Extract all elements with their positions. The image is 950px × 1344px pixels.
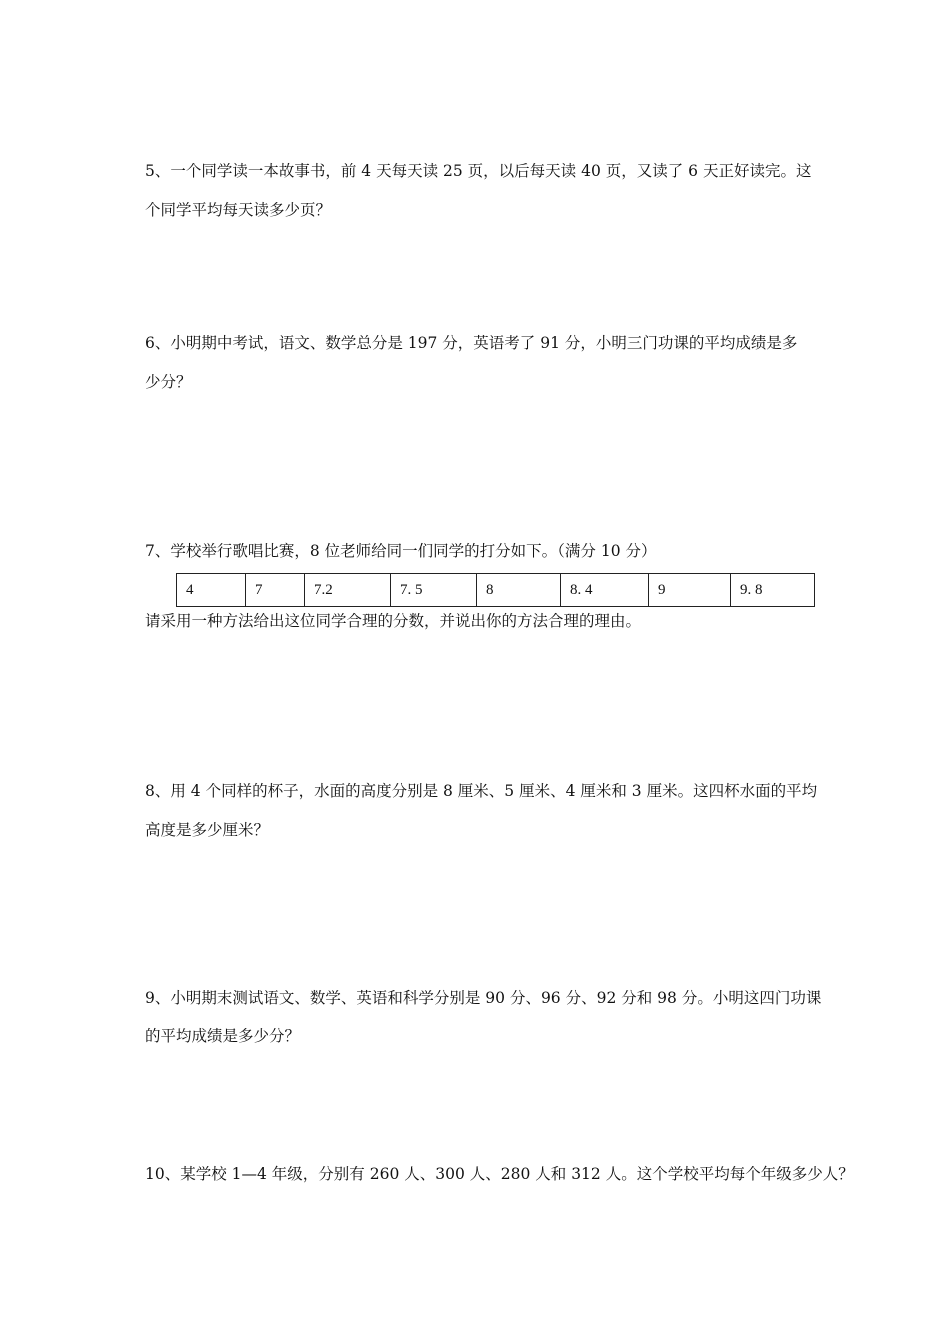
table-row	[177, 574, 815, 607]
question-9-line-2: 的平均成绩是多少分？	[145, 1027, 301, 1045]
question-6-line-1: 6、小明期中考试，语文、数学总分是 197 分，英语考了 91 分，小明三门功课的平均成绩是多	[145, 334, 798, 352]
question-9-line-1: 9、小明期末测试语文、数学、英语和科学分别是 90 分、96 分、92 分和 98 分。小明这四门功课	[145, 989, 822, 1007]
scores-table	[176, 573, 815, 607]
score-cell: 7. 5	[391, 574, 477, 607]
question-8-line-2: 高度是多少厘米？	[145, 821, 270, 839]
score-cell: 8. 4	[561, 574, 649, 607]
question-10-line-1: 10、某学校 1—4 年级，分别有 260 人、300 人、280 人和 312 人。这个学校平均每个年级多少人？	[145, 1165, 854, 1183]
score-cell: 8	[477, 574, 561, 607]
score-cell: 7	[246, 574, 305, 607]
score-cell: 7.2	[305, 574, 391, 607]
question-8-line-1: 8、用 4 个同样的杯子，水面的高度分别是 8 厘米、5 厘米、4 厘米和 3 厘米。这四杯水面的平均	[145, 782, 818, 800]
question-5-line-2: 个同学平均每天读多少页？	[145, 201, 332, 219]
question-7-line-2: 请采用一种方法给出这位同学合理的分数，并说出你的方法合理的理由。	[145, 612, 642, 630]
score-cell: 9	[649, 574, 731, 607]
question-5-line-1: 5、一个同学读一本故事书，前 4 天每天读 25 页，以后每天读 40 页，又读了 6 天正好读完。这	[145, 162, 812, 180]
question-6-line-2: 少分？	[145, 373, 192, 391]
question-7-line-1: 7、学校举行歌唱比赛，8 位老师给同一们同学的打分如下。（满分 10 分）	[145, 542, 657, 560]
score-cell: 9. 8	[731, 574, 815, 607]
score-cell: 4	[177, 574, 246, 607]
